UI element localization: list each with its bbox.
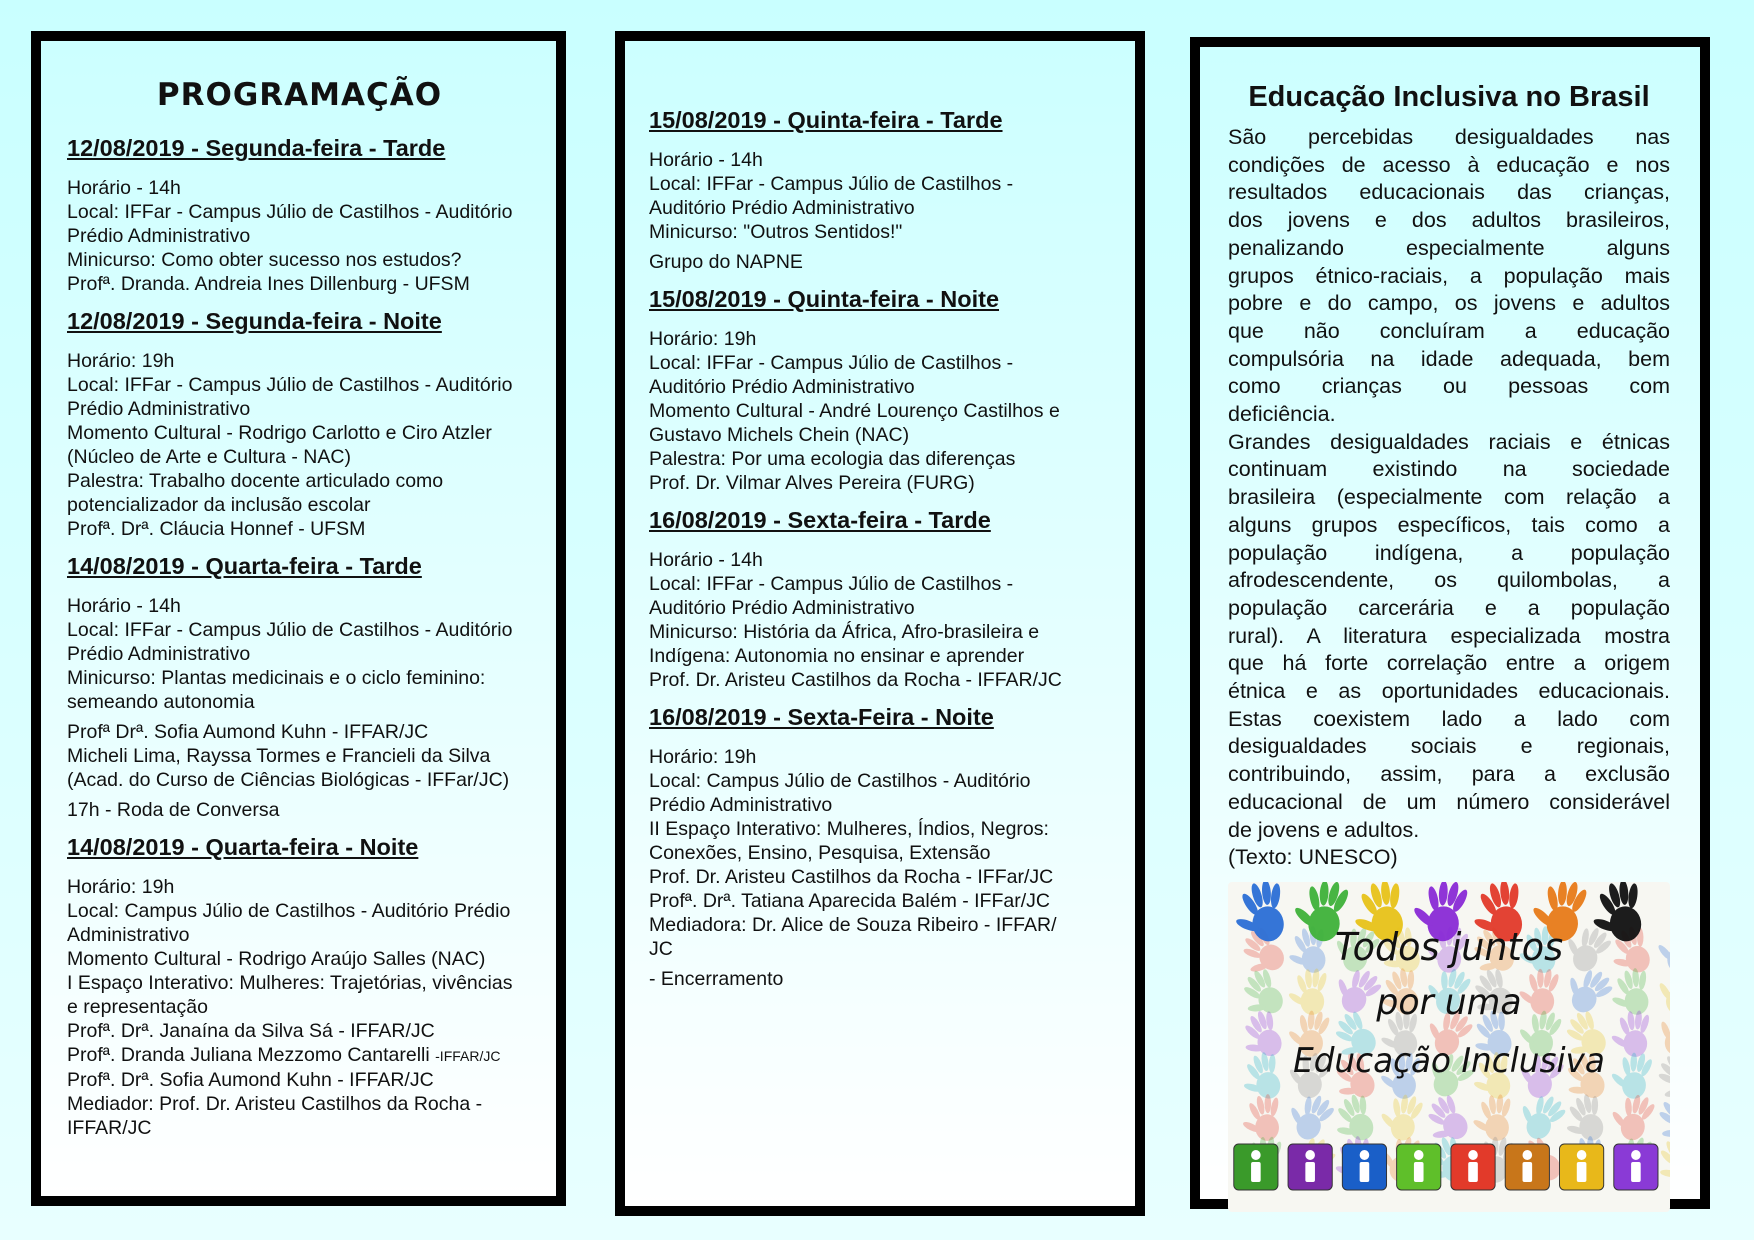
schedule-section [67,834,532,1140]
person-icon-body [1414,1162,1424,1182]
section-line: Horário: 19h [67,876,175,898]
schedule-section [649,704,1111,991]
section-line: Profª. Drª. Janaína da Silva Sá - IFFAR/JC [67,1020,435,1042]
section-line: Horário - 14h [649,149,763,171]
section-line: Profª. Drª. Sofia Aumond Kuhn - IFFAR/JC [67,1069,434,1091]
section-line: Horário - 14h [67,595,181,617]
person-icon-head [1468,1150,1478,1160]
section-line: Minicurso: Plantas medicinais e o ciclo feminino: [67,667,486,689]
panel-programacao-middle [615,31,1145,1216]
section-date-heading: 14/08/2019 - Quarta-feira - Tarde [67,553,422,579]
section-line: Mediador: Prof. Dr. Aristeu Castilhos da Rocha - [67,1093,483,1115]
poster-illustration [1228,882,1670,1212]
section-line: Palestra: Por uma ecologia das diferenças [649,448,1016,470]
section-line: Grupo do NAPNE [649,251,803,273]
poster-text-line2: por uma [1376,981,1522,1024]
schedule-section [649,107,1111,274]
section-line: Prédio Administrativo [67,643,251,665]
article-line: desigualdades sociais e regionais, [1228,734,1670,759]
section-line: Horário: 19h [649,746,757,768]
article-line: pobre e do campo, os jovens e adultos [1228,291,1670,316]
section-line: Momento Cultural - André Lourenço Castilhos e [649,400,1060,422]
section-date-heading: 12/08/2019 - Segunda-feira - Tarde [67,135,446,161]
section-line: JC [649,938,673,960]
article-line: de jovens e adultos. [1228,817,1420,842]
person-icon-head [1631,1150,1641,1160]
section-line: Local: IFFar - Campus Júlio de Castilhos - [649,352,1014,374]
article-line: como crianças ou pessoas com [1228,374,1670,399]
section-line: Local: Campus Júlio de Castilhos - Auditório [649,770,1031,792]
section-line: Prof. Dr. Aristeu Castilhos da Rocha - IFFAR/JC [649,669,1062,691]
person-icon-body [1631,1162,1641,1182]
section-line: Horário - 14h [67,177,181,199]
person-icon-body [1468,1162,1478,1182]
article-line: condições de acesso à educação e nos [1228,152,1670,177]
person-icon-head [1251,1150,1261,1160]
section-line: Prof. Dr. Aristeu Castilhos da Rocha - IFFar/JC [649,866,1054,888]
section-line: Local: IFFar - Campus Júlio de Castilhos - [649,573,1014,595]
section-line: Local: Campus Júlio de Castilhos - Auditório Prédio [67,900,511,922]
article-line: alguns grupos específicos, tais como a [1228,512,1670,537]
schedule-section [649,507,1111,692]
section-line: Profª. Dranda. Andreia Ines Dillenburg - UFSM [67,273,470,295]
section-line: I Espaço Interativo: Mulheres: Trajetórias, vivências [67,972,513,994]
section-line: 17h - Roda de Conversa [67,799,280,821]
article-line: étnica e as oportunidades educacionais. [1228,679,1670,704]
section-line: II Espaço Interativo: Mulheres, Índios, Negros: [649,818,1049,840]
person-icon-head [1360,1150,1370,1160]
section-line: Mediadora: Dr. Alice de Souza Ribeiro - IFFAR/ [649,914,1057,936]
article-line: penalizando especialmente alguns [1228,235,1670,260]
section-line: Auditório Prédio Administrativo [649,597,915,619]
person-icon-head [1577,1150,1587,1160]
person-icon-body [1577,1162,1587,1182]
section-line: Minicurso: História da África, Afro-brasileira e [649,621,1040,643]
article-line: população carcerária e a população [1228,595,1670,620]
section-line: Minicurso: Como obter sucesso nos estudos? [67,249,462,271]
section-line: (Núcleo de Arte e Cultura - NAC) [67,446,351,468]
section-line: e representação [67,996,208,1018]
section-line: Local: IFFar - Campus Júlio de Castilhos - Auditório [67,374,513,396]
person-icon-body [1360,1162,1370,1182]
article-line: Estas coexistem lado a lado com [1228,706,1670,731]
article-line: continuam existindo na sociedade [1228,457,1670,482]
section-line: Horário - 14h [649,549,763,571]
section-line: Minicurso: "Outros Sentidos!" [649,221,903,243]
person-icon-head [1414,1150,1424,1160]
article-line: afrodescendente, os quilombolas, a [1228,568,1670,593]
section-line: Prof. Dr. Vilmar Alves Pereira (FURG) [649,472,975,494]
section-line: Prédio Administrativo [67,398,251,420]
article-line: rural). A literatura especializada mostra [1228,623,1670,648]
article-line: contribuindo, assim, para a exclusão [1228,762,1670,787]
section-line: Indígena: Autonomia no ensinar e aprender [649,645,1025,667]
person-icon-body [1523,1162,1533,1182]
section-line: Conexões, Ensino, Pesquisa, Extensão [649,842,991,864]
panel-programacao-left [31,31,566,1206]
section-line: Profª. Drª. Tatiana Aparecida Balém - IFFar/JC [649,890,1050,912]
article-line: dos jovens e dos adultos brasileiros, [1228,208,1670,233]
affiliation-small: -IFFAR/JC [435,1048,501,1064]
section-line: Local: IFFar - Campus Júlio de Castilhos - [649,173,1014,195]
section-line: Profª. Drª. Cláucia Honnef - UFSM [67,518,366,540]
article-line: São percebidas desigualdades nas [1228,125,1670,149]
article-line: grupos étnico-raciais, a população mais [1228,263,1670,288]
article-line: que há forte correlação entre a origem [1228,651,1670,676]
article-line: Grandes desigualdades raciais e étnicas [1228,429,1670,454]
schedule-list-middle [649,107,1111,991]
section-line: Momento Cultural - Rodrigo Carlotto e Ciro Atzler [67,422,492,444]
poster-text-line3: Educação Inclusiva [1293,1040,1605,1081]
person-icon-head [1305,1150,1315,1160]
person-icon-body [1251,1162,1261,1182]
section-line: Profª. Dranda Juliana Mezzomo Cantarelli -IFFAR/JC [67,1044,501,1066]
article-line: que não concluíram a educação [1228,318,1670,343]
article-text [1228,124,1670,872]
section-line: Horário: 19h [649,328,757,350]
section-line: (Acad. do Curso de Ciências Biológicas - IFFar/JC) [67,769,510,791]
poster-text-line1: Todos juntos [1334,924,1564,970]
section-line: Auditório Prédio Administrativo [649,376,915,398]
panel-educacao-inclusiva [1190,37,1710,1209]
section-line: IFFAR/JC [67,1117,152,1139]
section-line: Local: IFFar - Campus Júlio de Castilhos - Auditório [67,619,513,641]
section-date-heading: 16/08/2019 - Sexta-feira - Tarde [649,507,991,533]
article-line: resultados educacionais das crianças, [1228,180,1670,205]
schedule-section [67,308,532,541]
person-icon-body [1305,1162,1315,1182]
page-title: PROGRAMAÇÃO [156,77,443,113]
section-line: Gustavo Michels Chein (NAC) [649,424,910,446]
section-date-heading: 16/08/2019 - Sexta-Feira - Noite [649,704,994,730]
section-date-heading: 15/08/2019 - Quinta-feira - Noite [649,286,1000,312]
schedule-section [649,286,1111,495]
section-date-heading: 14/08/2019 - Quarta-feira - Noite [67,834,419,860]
article-line: deficiência. [1228,402,1336,427]
section-line: Profª Drª. Sofia Aumond Kuhn - IFFAR/JC [67,721,429,743]
schedule-section [67,135,532,296]
article-line: educacional de um número considerável [1228,789,1670,814]
article-line: compulsória na idade adequada, bem [1228,346,1670,371]
section-line: potencializador da inclusão escolar [67,494,371,516]
section-line: Prédio Administrativo [649,794,833,816]
section-line: semeando autonomia [67,691,255,713]
section-line: Palestra: Trabalho docente articulado como [67,470,444,492]
schedule-section [67,553,532,822]
section-line: Local: IFFar - Campus Júlio de Castilhos - Auditório [67,201,513,223]
section-line: Auditório Prédio Administrativo [649,197,915,219]
inclusion-poster-image [1228,882,1670,1212]
section-line: Horário: 19h [67,350,175,372]
article-line: brasileira (especialmente com relação a [1228,485,1670,510]
section-line: Micheli Lima, Rayssa Tormes e Francieli da Silva [67,745,491,767]
section-line: - Encerramento [649,968,784,990]
section-title: Educação Inclusiva no Brasil [1248,81,1650,113]
section-date-heading: 15/08/2019 - Quinta-feira - Tarde [649,107,1003,133]
section-line: Prédio Administrativo [67,225,251,247]
section-line: Momento Cultural - Rodrigo Araújo Salles (NAC) [67,948,486,970]
section-line: Administrativo [67,924,190,946]
article-line: população indígena, a população [1228,540,1670,565]
article-line: (Texto: UNESCO) [1228,845,1398,870]
section-date-heading: 12/08/2019 - Segunda-feira - Noite [67,308,442,334]
schedule-list-left [67,135,532,1140]
person-icon-head [1523,1150,1533,1160]
